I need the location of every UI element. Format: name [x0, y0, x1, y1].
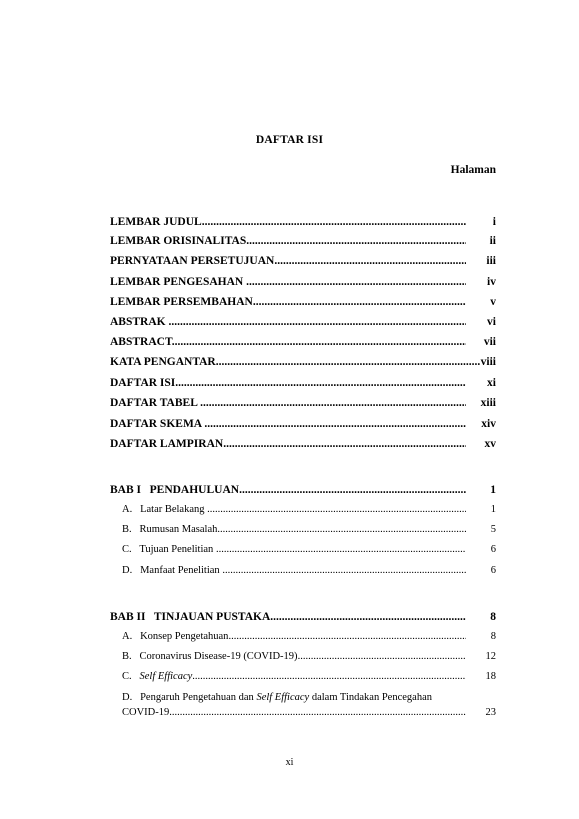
toc-entry[interactable]: DAFTAR TABEL ..... xiii: [110, 396, 496, 410]
toc-subentry[interactable]: D. Manfaat Penelitian ..... 6: [122, 564, 496, 578]
toc-chapter[interactable]: BAB I PENDAHULUAN ..... 1: [110, 483, 496, 497]
page-title: DAFTAR ISI: [255, 134, 324, 146]
toc-entry[interactable]: KATA PENGANTAR ..... viii: [110, 355, 496, 369]
page-number: xi: [285, 757, 294, 768]
toc-entry[interactable]: ABSTRACT ..... vii: [110, 335, 496, 349]
toc-subentry[interactable]: B. Rumusan Masalah ..... 5: [122, 523, 496, 537]
toc-subentry-line2[interactable]: COVID-19 ..... 23: [122, 706, 496, 720]
toc-subentry[interactable]: C. Tujuan Penelitian ..... 6: [122, 543, 496, 557]
toc-entry[interactable]: DAFTAR ISI ..... xi: [110, 376, 496, 390]
toc-subentry[interactable]: A. Latar Belakang ..... 1: [122, 503, 496, 517]
toc-subentry[interactable]: B. Coronavirus Disease-19 (COVID-19) ..... 12: [122, 650, 496, 664]
toc-entry[interactable]: DAFTAR LAMPIRAN ..... xv: [110, 437, 496, 451]
toc-subentry-line1[interactable]: D. Pengaruh Pengetahuan dan Self Efficacy dalam Tindakan Pencegahan: [122, 692, 432, 703]
toc-chapter[interactable]: BAB II TINJAUAN PUSTAKA ..... 8: [110, 610, 496, 624]
toc-entry[interactable]: DAFTAR SKEMA ..... xiv: [110, 417, 496, 431]
toc-entry[interactable]: LEMBAR ORISINALITAS ..... ii: [110, 234, 496, 248]
toc-entry[interactable]: ABSTRAK ..... vi: [110, 315, 496, 329]
toc-entry[interactable]: PERNYATAAN PERSETUJUAN ..... iii: [110, 254, 496, 268]
halaman-header: Halaman: [450, 164, 496, 176]
toc-entry[interactable]: LEMBAR JUDUL ..... i: [110, 215, 496, 229]
toc-entry[interactable]: LEMBAR PENGESAHAN ..... iv: [110, 275, 496, 289]
toc-subentry[interactable]: A. Konsep Pengetahuan ..... 8: [122, 630, 496, 644]
toc-entry[interactable]: LEMBAR PERSEMBAHAN ..... v: [110, 295, 496, 309]
toc-subentry[interactable]: C. Self Efficacy ..... 18: [122, 670, 496, 684]
